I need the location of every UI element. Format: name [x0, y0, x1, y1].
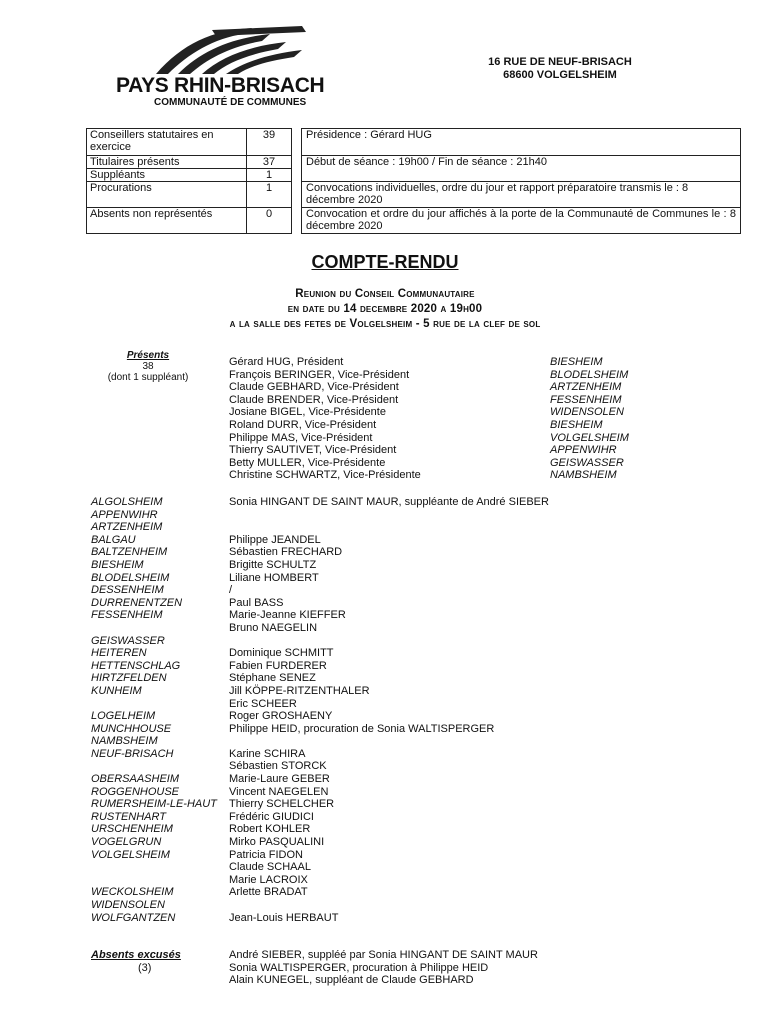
bureau-member-commune: WIDENSOLEN — [550, 406, 624, 419]
bureau-member-commune: BLODELSHEIM — [550, 368, 629, 381]
member-name: Robert KOHLER — [229, 823, 311, 836]
bureau-member-commune: GEISWASSER — [550, 456, 624, 469]
member-commune — [91, 622, 217, 635]
subtitle-line-1: Reunion du Conseil Communautaire — [295, 288, 475, 300]
member-name: Arlette BRADAT — [229, 886, 308, 899]
member-name — [229, 521, 549, 534]
member-name: Paul BASS — [229, 596, 284, 609]
bureau-member-name: Josiane BIGEL, Vice-Présidente — [229, 406, 386, 419]
member-name: Claude SCHAAL — [229, 861, 311, 874]
affichage-cell: Convocation et ordre du jour affichés à la porte de la Communauté de Communes le : 8 décembre 2020 — [302, 208, 741, 234]
member-name: Thierry SCHELCHER — [229, 798, 335, 811]
member-commune: DESSENHEIM — [91, 584, 164, 597]
absents-label: Absents excusés — [91, 949, 181, 961]
stats-label: Absents non représentés — [87, 208, 247, 234]
member-commune — [91, 861, 217, 874]
member-commune: FESSENHEIM — [91, 609, 163, 622]
member-communes — [91, 496, 217, 924]
member-commune: BIESHEIM — [91, 558, 144, 571]
member-commune: NAMBSHEIM — [91, 735, 158, 748]
bureau-member-name: Thierry SAUTIVET, Vice-Président — [229, 444, 397, 457]
stats-row — [87, 129, 292, 156]
member-name: Patricia FIDON — [229, 848, 303, 861]
bureau-member-name: Betty MULLER, Vice-Présidente — [229, 456, 386, 469]
member-name: Mirko PASQUALINI — [229, 836, 325, 849]
presents-block — [90, 350, 206, 383]
bureau-member-name: Claude BRENDER, Vice-Président — [229, 393, 399, 406]
stats-label: Suppléants — [87, 169, 247, 182]
member-commune: BALTZENHEIM — [91, 546, 168, 559]
member-commune: BLODELSHEIM — [91, 571, 170, 584]
member-name — [229, 509, 549, 522]
bureau-member-name: François BERINGER, Vice-Président — [229, 368, 410, 381]
bureau-member-commune: VOLGELSHEIM — [550, 431, 629, 444]
stats-row — [87, 208, 292, 234]
stats-value: 37 — [247, 156, 292, 169]
member-name: Eric SCHEER — [229, 697, 297, 710]
member-commune — [91, 760, 217, 773]
bureau-member-name: Philippe MAS, Vice-Président — [229, 431, 373, 444]
logo-subtitle: COMMUNAUTÉ DE COMMUNES — [154, 97, 307, 108]
stats-row — [87, 182, 292, 208]
member-name: Jean-Louis HERBAUT — [229, 911, 339, 924]
member-commune — [91, 698, 217, 711]
member-commune: ARTZENHEIM — [91, 521, 163, 534]
presents-label: Présents — [126, 350, 170, 361]
member-commune: MUNCHHOUSE — [91, 722, 172, 735]
logo-title: PAYS RHIN-BRISACH — [116, 74, 325, 97]
member-name: Sonia HINGANT DE SAINT MAUR, suppléante de André SIEBER — [229, 496, 549, 508]
convocations-cell: Convocations individuelles, ordre du jour et rapport préparatoire transmis le : 8 décembre 2020 — [302, 182, 741, 208]
member-name: Sébastien STORCK — [229, 760, 327, 773]
member-name: Roger GROSHAENY — [229, 710, 333, 723]
member-name: Vincent NAEGELEN — [229, 785, 329, 798]
member-name: Marie-Laure GEBER — [229, 773, 330, 786]
member-commune: HEITEREN — [91, 647, 147, 660]
member-name: Marie-Jeanne KIEFFER — [229, 609, 346, 622]
member-name — [229, 735, 549, 748]
bureau-communes — [550, 356, 629, 482]
page-title: COMPTE-RENDU — [311, 252, 459, 272]
subtitle-line-3: a la salle des fetes de Volgelsheim - 5 rue de la clef de sol — [229, 318, 541, 330]
bureau-member-name: Christine SCHWARTZ, Vice-Présidente — [229, 469, 421, 482]
address-line-2: 68600 VOLGELSHEIM — [503, 69, 617, 81]
member-name: Stéphane SENEZ — [229, 672, 316, 685]
absent-entry: Alain KUNEGEL, suppléant de Claude GEBHARD — [229, 974, 474, 987]
member-name: Liliane HOMBERT — [229, 571, 319, 584]
address-line-1: 16 RUE DE NEUF-BRISACH — [488, 56, 632, 68]
member-commune: OBERSAASHEIM — [91, 773, 180, 786]
stats-label: Titulaires présents — [87, 156, 247, 169]
member-name: Karine SCHIRA — [229, 747, 306, 760]
member-name: Jill KÖPPE-RITZENTHALER — [229, 684, 370, 697]
member-name: Marie LACROIX — [229, 873, 308, 886]
member-commune: WECKOLSHEIM — [91, 886, 174, 899]
bureau-names — [229, 356, 421, 482]
member-name: / — [229, 584, 233, 597]
member-commune — [91, 874, 217, 887]
presents-note: (dont 1 suppléant) — [107, 372, 189, 383]
member-name: Dominique SCHMITT — [229, 647, 334, 660]
member-commune: VOLGELSHEIM — [91, 848, 170, 861]
absent-entry: Sonia WALTISPERGER, procuration à Philippe HEID — [229, 961, 489, 974]
member-commune: GEISWASSER — [91, 634, 165, 647]
member-commune: RUMERSHEIM-LE-HAUT — [91, 798, 217, 811]
member-commune: URSCHENHEIM — [91, 823, 173, 836]
stats-value: 39 — [247, 129, 292, 156]
member-commune: WIDENSOLEN — [91, 899, 165, 911]
bureau-member-commune: ARTZENHEIM — [550, 381, 622, 394]
member-commune: LOGELHEIM — [91, 710, 156, 723]
address — [440, 56, 680, 82]
bureau-member-commune: NAMBSHEIM — [550, 469, 617, 482]
bureau-member-commune: FESSENHEIM — [550, 393, 622, 406]
stats-label: Conseillers statutaires en exercice — [87, 129, 247, 156]
member-commune: BALGAU — [91, 533, 136, 546]
member-name: Philippe HEID, procuration de Sonia WALTISPERGER — [229, 722, 495, 735]
member-commune: ROGGENHOUSE — [91, 785, 180, 798]
presents-count: 38 — [142, 361, 154, 372]
member-commune: DURRENENTZEN — [91, 596, 183, 609]
member-name: Fabien FURDERER — [229, 659, 327, 672]
bureau-member-name: Roland DURR, Vice-Président — [229, 418, 377, 431]
member-commune: RUSTENHART — [91, 810, 166, 823]
bureau-member-name: Claude GEBHARD, Vice-Président — [229, 381, 399, 394]
bureau-member-commune: BIESHEIM — [550, 356, 603, 368]
member-name: Bruno NAEGELIN — [229, 621, 318, 634]
stats-value: 1 — [247, 169, 292, 182]
bureau-member-commune: APPENWIHR — [550, 444, 617, 457]
absents-list — [229, 949, 538, 987]
member-commune: VOGELGRUN — [91, 836, 162, 849]
stats-row — [87, 169, 292, 182]
member-commune: NEUF-BRISACH — [91, 747, 174, 760]
member-commune: HIRTZFELDEN — [91, 672, 167, 685]
stats-row — [87, 156, 292, 169]
presidence-cell: Présidence : Gérard HUG — [302, 129, 741, 156]
subtitle-line-2: en date du 14 decembre 2020 a 19h00 — [287, 303, 483, 315]
logo — [112, 24, 352, 114]
member-name — [229, 899, 549, 912]
stats-value: 0 — [247, 208, 292, 234]
seance-cell: Début de séance : 19h00 / Fin de séance : 21h40 — [302, 156, 741, 182]
member-name — [229, 635, 549, 648]
member-commune: HETTENSCHLAG — [91, 659, 181, 672]
bureau-member-commune: BIESHEIM — [550, 418, 603, 431]
member-name: Sébastien FRECHARD — [229, 546, 343, 559]
member-name: Brigitte SCHULTZ — [229, 558, 317, 571]
absent-entry: André SIEBER, suppléé par Sonia HINGANT DE SAINT MAUR — [229, 949, 538, 961]
stats-label: Procurations — [87, 182, 247, 208]
absents-count: (3) — [138, 962, 152, 974]
member-name: Philippe JEANDEL — [229, 533, 321, 546]
member-commune: ALGOLSHEIM — [91, 496, 163, 508]
logo-emblem-icon — [152, 24, 312, 76]
member-name: Frédéric GIUDICI — [229, 810, 314, 823]
attendance-stats-table — [86, 128, 292, 234]
member-commune: WOLFGANTZEN — [91, 911, 176, 924]
session-info-table — [301, 128, 741, 234]
absents-label-block — [91, 949, 181, 961]
stats-value: 1 — [247, 182, 292, 208]
member-commune: APPENWIHR — [91, 508, 158, 521]
bureau-member-name: Gérard HUG, Président — [229, 356, 344, 368]
member-commune: KUNHEIM — [91, 684, 142, 697]
member-names — [229, 496, 549, 924]
